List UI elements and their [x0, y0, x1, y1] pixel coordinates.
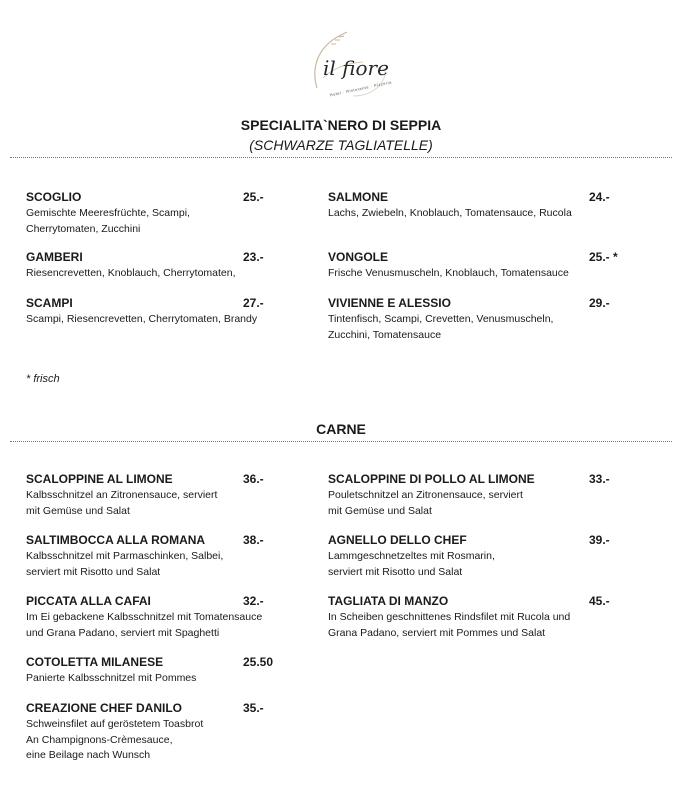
dish-price: 25.- * [589, 250, 618, 264]
dish-description: Pouletschnitzel an Zitronensauce, serviert [328, 489, 523, 501]
dish-name: VIVIENNE E ALESSIO [328, 296, 451, 310]
dish-name: CREAZIONE CHEF DANILO [26, 701, 182, 715]
section-subtitle-nero: (SCHWARZE TAGLIATELLE) [249, 137, 433, 153]
dish-name: SCAMPI [26, 296, 73, 310]
dish-name: SALMONE [328, 190, 388, 204]
dish-description: serviert mit Risotto und Salat [26, 565, 161, 578]
dish-name: GAMBERI [26, 250, 83, 264]
footnote: * frisch [26, 373, 60, 385]
logo-name: il fiore [323, 56, 389, 80]
dish-description: In Scheiben geschnittenes Rindsfilet mit Rucola und [328, 611, 571, 623]
menu-item [328, 594, 618, 641]
menu-item [328, 250, 618, 282]
logo-subtitle: Hotel · Ristorante · Pizzeria [329, 79, 393, 98]
dish-description: Kalbsschnitzel an Zitronensauce, serviert [26, 489, 218, 501]
dish-description: Scampi, Riesencrevetten, Cherrytomaten, Brandy [26, 313, 258, 325]
dish-description: Panierte Kalbsschnitzel mit Pommes [26, 672, 197, 684]
logo [303, 28, 393, 100]
dish-description: serviert mit Risotto und Salat [328, 565, 463, 578]
dish-price: 23.- [243, 250, 264, 264]
dish-price: 24.- [589, 190, 610, 204]
menu-item [26, 533, 316, 580]
dish-name: SCOGLIO [26, 190, 82, 204]
menu-item [328, 190, 618, 222]
menu-item [26, 594, 316, 641]
dish-price: 39.- [589, 533, 610, 547]
menu-item [26, 190, 316, 237]
dish-price: 45.- [589, 594, 610, 608]
dish-description: Lammgeschnetzeltes mit Rosmarin, [328, 550, 495, 562]
dish-price: 32.- [243, 594, 264, 608]
section-title-carne: CARNE [316, 421, 366, 437]
dish-description: Frische Venusmuscheln, Knoblauch, Tomatensauce [328, 267, 569, 279]
dish-name: SCALOPPINE AL LIMONE [26, 472, 173, 486]
dish-name: SCALOPPINE DI POLLO AL LIMONE [328, 472, 535, 486]
dish-description: Grana Padano, serviert mit Pommes und Salat [328, 626, 546, 639]
dish-description: Zucchini, Tomatensauce [328, 328, 442, 341]
dish-description: mit Gemüse und Salat [328, 504, 432, 517]
dish-name: COTOLETTA MILANESE [26, 655, 164, 669]
menu-item [26, 701, 316, 764]
menu-item [26, 655, 316, 687]
dish-description: Gemischte Meeresfrüchte, Scampi, [26, 207, 190, 219]
dish-price: 25.50 [243, 655, 274, 669]
dish-price: 33.- [589, 472, 610, 486]
dish-description: Lachs, Zwiebeln, Knoblauch, Tomatensauce, Rucola [328, 207, 572, 219]
dish-name: PICCATA ALLA CAFAI [26, 594, 151, 608]
dish-price: 25.- [243, 190, 264, 204]
dish-name: VONGOLE [328, 250, 389, 264]
dish-name: AGNELLO DELLO CHEF [328, 533, 467, 547]
dish-price: 29.- [589, 296, 610, 310]
menu-item [26, 296, 316, 328]
dish-description: Schweinsfilet auf geröstetem Toasbrot [26, 718, 204, 730]
menu-item [328, 472, 618, 519]
dish-description: Riesencrevetten, Knoblauch, Cherrytomaten, [26, 267, 236, 279]
dish-price: 36.- [243, 472, 264, 486]
dish-price: 27.- [243, 296, 264, 310]
divider [10, 157, 672, 158]
dish-description: Tintenfisch, Scampi, Crevetten, Venusmuscheln, [328, 313, 554, 325]
dish-description: An Champignons-Crèmesauce, [26, 733, 173, 746]
dish-description: Kalbsschnitzel mit Parmaschinken, Salbei, [26, 550, 224, 562]
dish-description: eine Beilage nach Wunsch [26, 749, 151, 761]
dish-description: Cherrytomaten, Zucchini [26, 222, 141, 235]
menu-item [26, 472, 316, 519]
menu-item [328, 296, 618, 343]
dish-name: TAGLIATA DI MANZO [328, 594, 449, 608]
menu-item [26, 250, 316, 282]
dish-price: 35.- [243, 701, 264, 715]
dish-description: und Grana Padano, serviert mit Spaghetti [26, 626, 220, 639]
dish-name: SALTIMBOCCA ALLA ROMANA [26, 533, 206, 547]
dish-description: Im Ei gebackene Kalbsschnitzel mit Tomatensauce [26, 611, 263, 623]
section-title-nero: SPECIALITA`NERO DI SEPPIA [240, 117, 442, 133]
menu-item [328, 533, 618, 580]
divider [10, 441, 672, 442]
dish-description: mit Gemüse und Salat [26, 504, 130, 517]
dish-price: 38.- [243, 533, 264, 547]
